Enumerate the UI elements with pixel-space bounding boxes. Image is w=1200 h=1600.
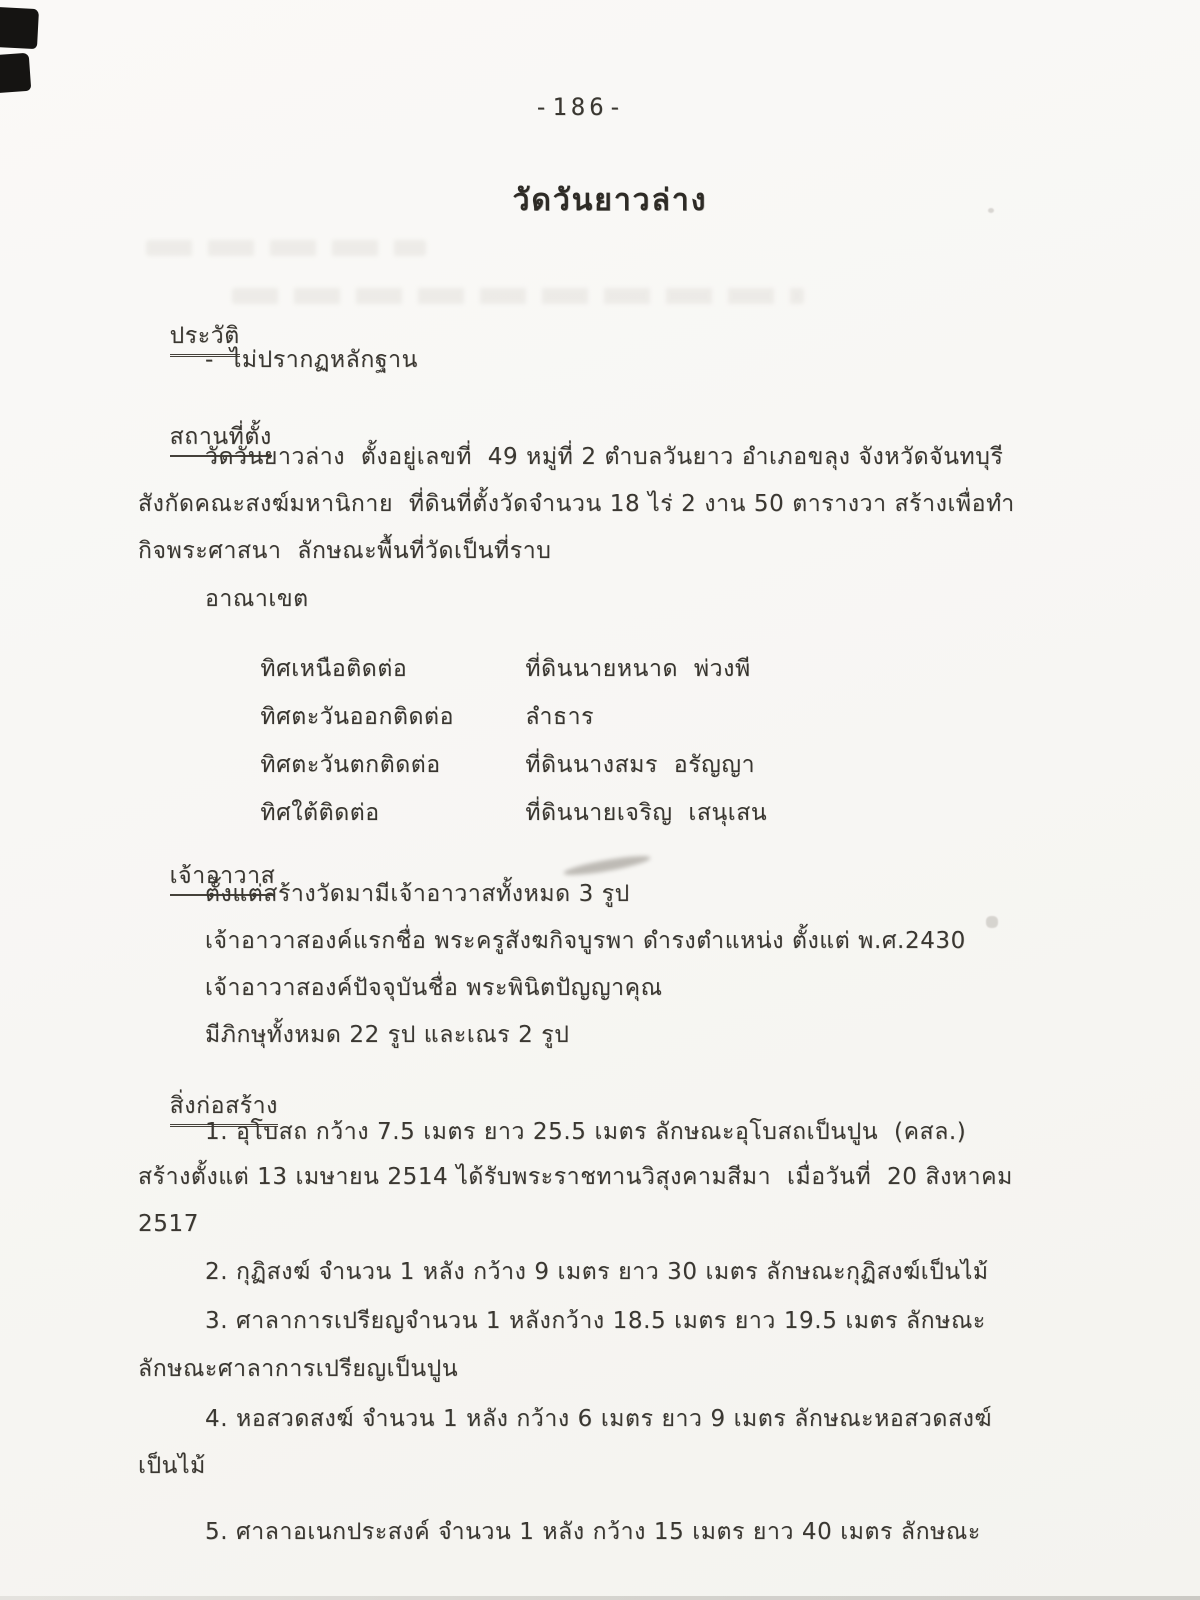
abbot-line: มีภิกษุทั้งหมด 22 รูป และเณร 2 รูป: [205, 1022, 570, 1048]
boundary-direction: ทิศตะวันตกติดต่อ: [260, 752, 441, 778]
location-paragraph-line: วัดวันยาวล่าง ตั้งอยู่เลขที่ 49 หมู่ที่ 2 ตำบลวันยาว อำเภอขลุง จังหวัดจันทบุรี: [205, 444, 1004, 470]
scan-bottom-edge: [0, 1596, 1200, 1600]
building-line: สร้างตั้งแต่ 13 เมษายน 2514 ได้รับพระราชทานวิสุงคามสีมา เมื่อวันที่ 20 สิงหาคม: [138, 1164, 1013, 1190]
bleed-through-ghost-text: [146, 240, 426, 256]
scan-artifact-mark: [0, 7, 39, 49]
location-paragraph-line: สังกัดคณะสงฆ์มหานิกาย ที่ดินที่ตั้งวัดจำนวน 18 ไร่ 2 งาน 50 ตารางวา สร้างเพื่อทำ: [138, 491, 1015, 517]
boundary-direction: ทิศใต้ติดต่อ: [260, 800, 380, 826]
boundary-adjacent: ที่ดินนายหนาด พ่วงพี: [525, 656, 751, 682]
building-line: 5. ศาลาอเนกประสงค์ จำนวน 1 หลัง กว้าง 15 เมตร ยาว 40 เมตร ลักษณะ: [205, 1519, 981, 1545]
boundary-adjacent: ที่ดินนายเจริญ เสนุเสน: [525, 800, 768, 826]
section-heading-abbot-label: เจ้าอาวาส: [170, 862, 276, 896]
building-line: 4. หอสวดสงฆ์ จำนวน 1 หลัง กว้าง 6 เมตร ยาว 9 เมตร ลักษณะหอสวดสงฆ์: [205, 1406, 993, 1432]
section-heading-abbot: [138, 833, 275, 924]
abbot-line: เจ้าอาวาสองค์แรกชื่อ พระครูสังฆกิจบูรพา ดำรงตำแหน่ง ตั้งแต่ พ.ศ.2430: [205, 928, 966, 954]
abbot-line: ตั้งแต่สร้างวัดมามีเจ้าอาวาสทั้งหมด 3 รูป: [205, 881, 630, 907]
section-heading-buildings-label: สิ่งก่อสร้าง: [170, 1092, 278, 1127]
section-heading-location-label: สถานที่ตั้ง: [170, 423, 272, 457]
ink-smudge: [563, 852, 652, 878]
building-line: 2. กุฏิสงฆ์ จำนวน 1 หลัง กว้าง 9 เมตร ยาว 30 เมตร ลักษณะกุฏิสงฆ์เป็นไม้: [205, 1259, 989, 1285]
scan-speck: [986, 916, 998, 928]
building-line: ลักษณะศาลาการเปรียญเป็นปูน: [138, 1356, 459, 1382]
boundary-adjacent: ที่ดินนางสมร อรัญญา: [525, 752, 756, 778]
boundary-row: [240, 776, 767, 850]
section-heading-history-label: ประวัติ: [170, 322, 240, 357]
boundary-direction: ทิศตะวันออกติดต่อ: [260, 704, 455, 730]
history-line: - ไม่ปรากฏหลักฐาน: [205, 347, 418, 373]
building-line: 1. อุโบสถ กว้าง 7.5 เมตร ยาว 25.5 เมตร ลักษณะอุโบสถเป็นปูน (คสล.): [205, 1119, 967, 1145]
building-line: เป็นไม้: [138, 1453, 206, 1479]
bleed-through-ghost-text: [232, 288, 804, 304]
scan-artifact-mark: [0, 53, 31, 94]
building-line: 2517: [138, 1211, 199, 1237]
page-number: -186-: [533, 93, 627, 121]
boundary-heading: อาณาเขต: [205, 586, 309, 612]
page-title: วัดวันยาวล่าง: [512, 183, 708, 218]
boundary-direction: ทิศเหนือติดต่อ: [260, 656, 408, 682]
location-paragraph-line: กิจพระศาสนา ลักษณะพื้นที่วัดเป็นที่ราบ: [138, 538, 552, 564]
boundary-adjacent: ลำธาร: [525, 704, 595, 730]
building-line: 3. ศาลาการเปรียญจำนวน 1 หลังกว้าง 18.5 เมตร ยาว 19.5 เมตร ลักษณะ: [205, 1308, 986, 1334]
abbot-line: เจ้าอาวาสองค์ปัจจุบันชื่อ พระพินิตปัญญาคุณ: [205, 975, 663, 1001]
